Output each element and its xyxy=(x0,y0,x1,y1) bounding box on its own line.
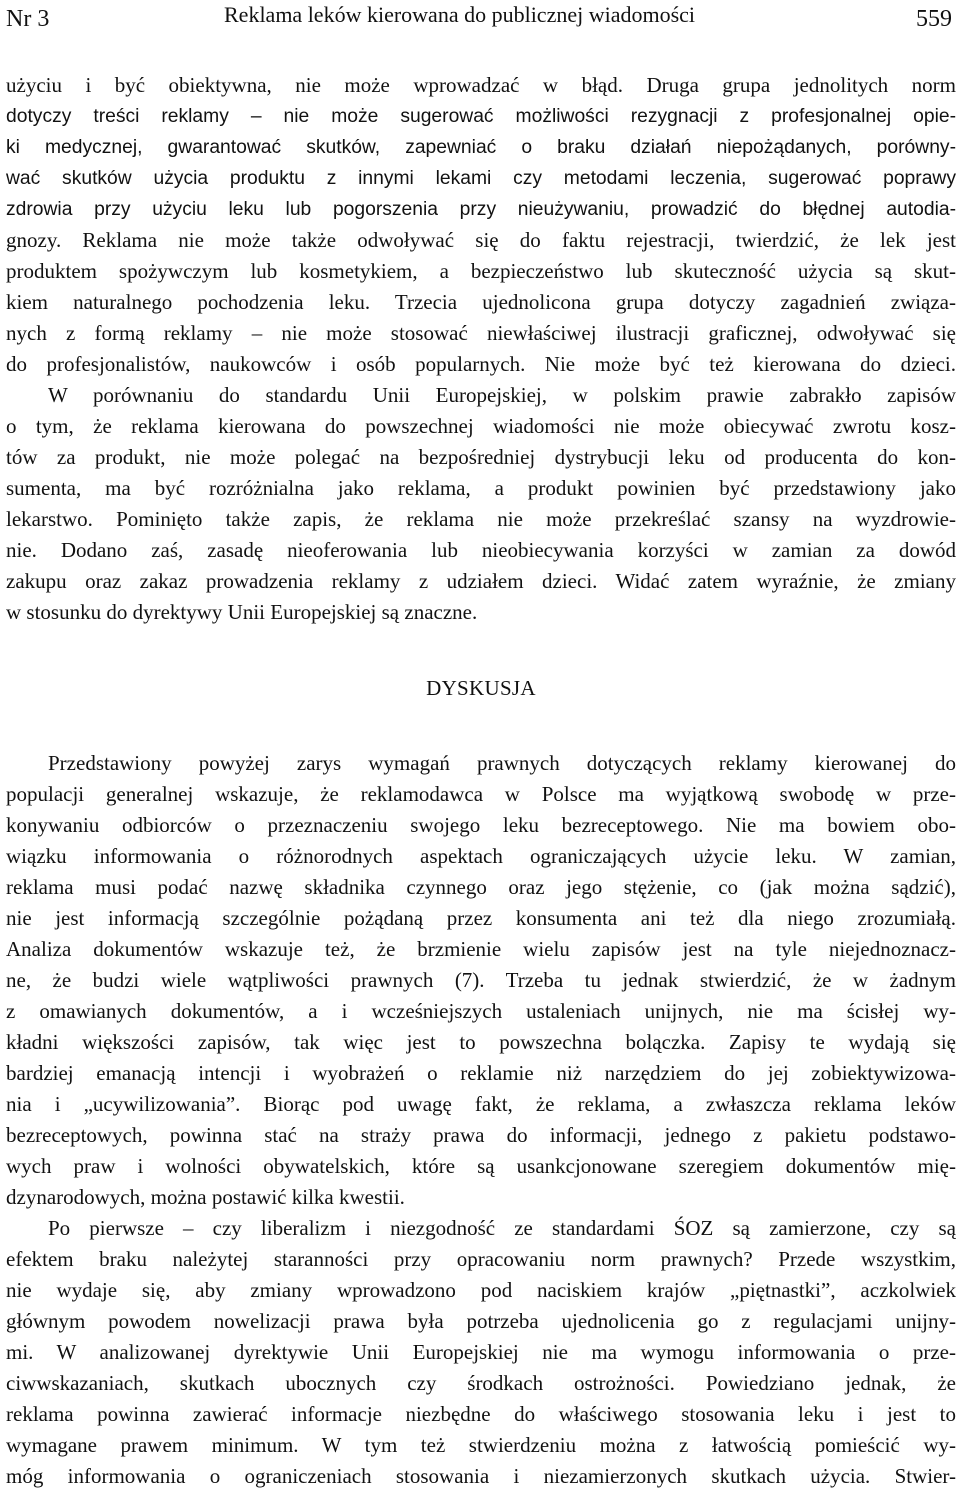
text-line: populacji generalnej wskazuje, że reklamodawca w Polsce ma wyjątkową swobodę w prze- xyxy=(6,782,956,806)
text-line: ki medycznej, gwarantować skutków, zapewniać o braku działań niepożądanych, porówny- xyxy=(6,137,956,158)
text-line: efektem braku należytej staranności przy opracowaniu norm prawnych? Przede wszystkim, xyxy=(6,1247,956,1271)
text-line: kiem naturalnego pochodzenia leku. Trzecia ujednolicona grupa dotyczy zagadnień związa- xyxy=(6,290,956,314)
text-line: do profesjonalistów, naukowców i osób popularnych. Nie może być też kierowana do dzieci. xyxy=(6,352,956,376)
page-number: 559 xyxy=(916,6,952,32)
text-line: tów za produkt, nie może polegać na bezpośredniej dystrybucji leku od producenta do kon- xyxy=(6,445,956,469)
section-gap xyxy=(6,628,956,666)
text-line: zakupu oraz zakaz prowadzenia reklamy z udziałem dzieci. Widać zatem wyraźnie, że zmiany xyxy=(6,569,956,593)
text-line: ne, że budzi wiele wątpliwości prawnych (7). Trzeba tu jednak stwierdzić, że w żadnym xyxy=(6,968,956,992)
text-line: sumenta, ma być rozróżnialna jako reklama, a produkt powinien być przedstawiony jako xyxy=(6,476,956,500)
text-line: zdrowia przy użyciu leku lub pogorszenia przy nieużywaniu, prowadzić do błędnej autodia- xyxy=(6,199,956,220)
text-line: Po pierwsze – czy liberalizm i niezgodność ze standardami ŚOZ są zamierzone, czy są xyxy=(48,1216,956,1240)
text-line: konywaniu odbiorców o przeznaczeniu swojego leku bezreceptowego. Nie ma bowiem obo- xyxy=(6,813,956,837)
text-line: lekarstwo. Pominięto także zapis, że reklama nie może przekreślać szansy na wyzdrowie- xyxy=(6,507,956,531)
text-line: nia i „ucywilizowania”. Biorąc pod uwagę fakt, że reklama, a zwłaszcza reklama leków xyxy=(6,1092,956,1116)
text-line: W porównaniu do standardu Unii Europejskiej, w polskim prawie zabrakło zapisów xyxy=(48,383,956,407)
text-line: głównym powodem nowelizacji prawa była potrzeba ujednolicenia go z regulacjami unijny- xyxy=(6,1309,956,1333)
issue-number: Nr 3 xyxy=(6,6,50,32)
text-line: nie wydaje się, aby zmiany wprowadzono pod naciskiem krajów „piętnastki”, aczkolwiek xyxy=(6,1278,956,1302)
text-line: reklama musi podać nazwę składnika czynnego oraz jego stężenie, co (jak można sądzić), xyxy=(6,875,956,899)
text-line: nie jest informacją szczególnie pożądaną przez konsumenta ani też dla niego zrozumiałą. xyxy=(6,906,956,930)
text-line: dzynarodowych, można postawić kilka kwestii. xyxy=(6,1185,405,1209)
text-line: wiązku informowania o różnorodnych aspektach ograniczających użycie leku. W zamian, xyxy=(6,844,956,868)
text-line: nych z formą reklamy – nie może stosować niewłaściwej ilustracji graficznej, odwoływać się xyxy=(6,321,956,345)
running-title: Reklama leków kierowana do publicznej wiadomości xyxy=(224,2,696,27)
section-gap xyxy=(6,710,956,748)
text-line: reklama powinna zawierać informacje niezbędne do właściwego stosowania leku i jest to xyxy=(6,1402,956,1426)
text-line: bardziej emanacją intencji i wyobrażeń o reklamie niż narzędziem do jej zobiektywizowa- xyxy=(6,1061,956,1085)
text-line: użyciu i być obiektywna, nie może wprowadzać w błąd. Druga grupa jednolitych norm xyxy=(6,73,956,97)
text-line: wych praw i wolności obywatelskich, które są usankcjonowane szeregiem dokumentów mię- xyxy=(6,1154,956,1178)
text-line: gnozy. Reklama nie może także odwoływać się do faktu rejestracji, twierdzić, że lek jest xyxy=(6,228,956,252)
text-line: nie. Dodano zaś, zasadę nieoferowania lub nieobiecywania korzyści w zamian za dowód xyxy=(6,538,956,562)
text-line: dotyczy treści reklamy – nie może sugerować możliwości rezygnacji z profesjonalnej opie- xyxy=(6,106,956,127)
text-line: kładni większości zapisów, tak więc jest to powszechna bolączka. Zapisy te wydają się xyxy=(6,1030,956,1054)
text-line: o tym, że reklama kierowana do powszechnej wiadomości nie może obiecywać zwrotu kosz- xyxy=(6,414,956,438)
running-header xyxy=(0,0,960,60)
section-heading: DYSKUSJA xyxy=(426,676,536,700)
text-line: produktem spożywczym lub kosmetykiem, a bezpieczeństwo lub skuteczność użycia są skut- xyxy=(6,259,956,283)
text-line: mi. W analizowanej dyrektywie Unii Europejskiej nie ma wymogu informowania o prze- xyxy=(6,1340,956,1364)
text-line: bezreceptowych, powinna stać na straży prawa do informacji, jednego z pakietu podstawo- xyxy=(6,1123,956,1147)
text-line: ciwwskazaniach, skutkach ubocznych czy środkach ostrożności. Powiedziano jednak, że xyxy=(6,1371,956,1395)
text-line: móg informowania o ograniczeniach stosowania i niezamierzonych skutkach użycia. Stwier- xyxy=(6,1464,956,1488)
text-line: wać skutków użycia produktu z innymi lekami czy metodami leczenia, sugerować poprawy xyxy=(6,168,956,189)
text-line: z omawianych dokumentów, a i wcześniejszych ustaleniach unijnych, nie ma ścisłej wy- xyxy=(6,999,956,1023)
article-body xyxy=(6,70,956,1492)
text-line: wymagane prawem minimum. W tym też stwierdzeniu można z łatwością pomieścić wy- xyxy=(6,1433,956,1457)
text-line: Analiza dokumentów wskazuje też, że brzmienie wielu zapisów jest na tyle niejednoznacz- xyxy=(6,937,956,961)
text-line: w stosunku do dyrektywy Unii Europejskiej są znaczne. xyxy=(6,600,478,624)
text-line: Przedstawiony powyżej zarys wymagań prawnych dotyczących reklamy kierowanej do xyxy=(48,751,956,775)
